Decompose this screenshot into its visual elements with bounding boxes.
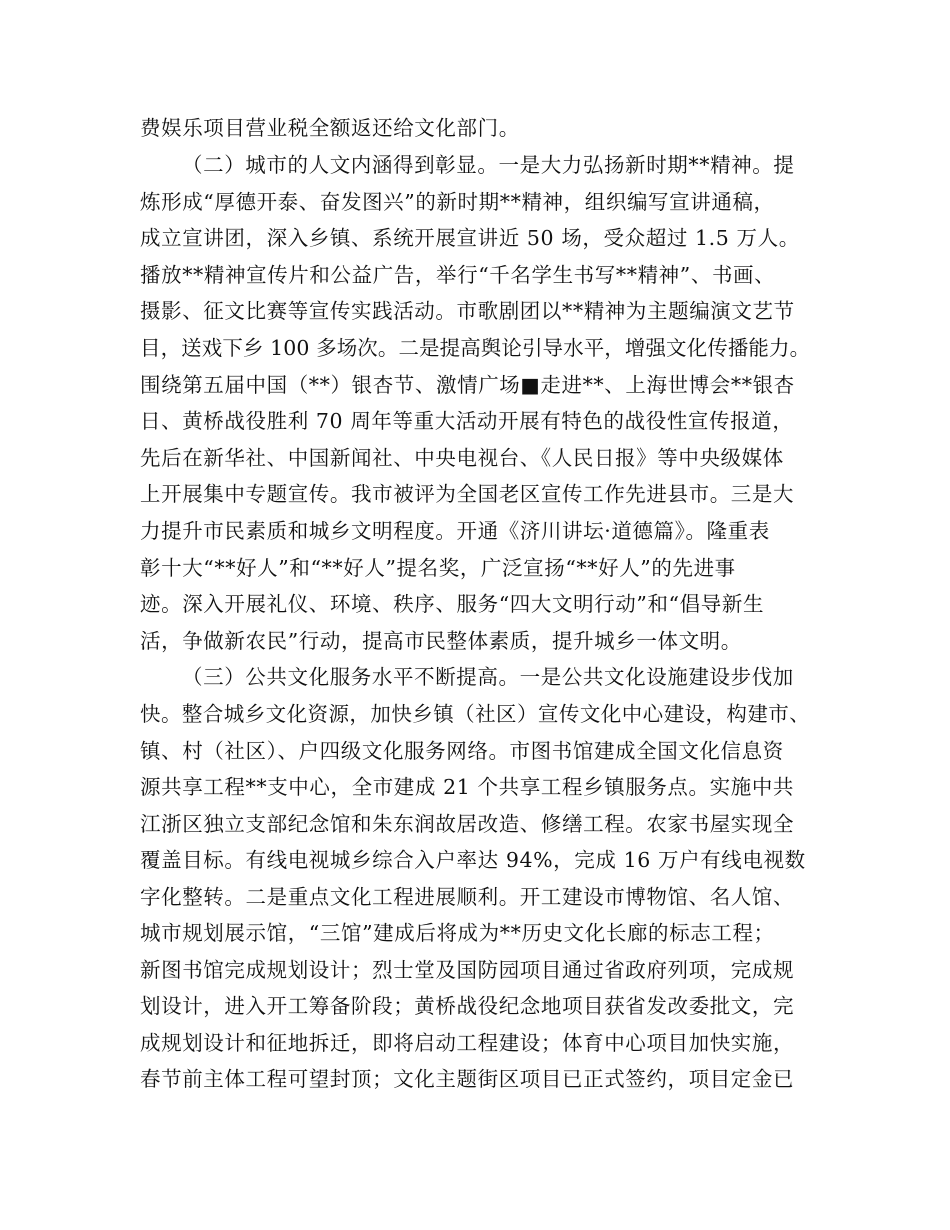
- text-line: 摄影、征文比赛等宣传实践活动。市歌剧团以**精神为主题编演文艺节: [140, 299, 795, 323]
- text-line: 炼形成“厚德开泰、奋发图兴”的新时期**精神，组织编写宣讲通稿，: [140, 190, 775, 214]
- text-line: （三）公共文化服务水平不断提高。一是公共文化设施建设步伐加: [182, 665, 794, 689]
- text-line: 力提升市民素质和城乡文明程度。开通《济川讲坛·道德篇》。隆重表: [140, 519, 770, 543]
- text-line: 镇、村（社区）、户四级文化服务网络。市图书馆建成全国文化信息资: [140, 739, 784, 763]
- text-line: 迹。深入开展礼仪、环境、秩序、服务“四大文明行动”和“倡导新生: [140, 592, 765, 616]
- text-line: 字化整转。二是重点文化工程进展顺利。开工建设市博物馆、名人馆、: [140, 885, 795, 909]
- text-line: 成规划设计和征地拆迁，即将启动工程建设；体育中心项目加快实施，: [140, 1031, 795, 1055]
- text-line: 活，争做新农民”行动，提高市民整体素质，提升城乡一体文明。: [140, 629, 742, 653]
- text-line: 成立宣讲团，深入乡镇、系统开展宣讲近 50 场，受众超过 1.5 万人。: [140, 226, 800, 250]
- text-line: 覆盖目标。有线电视城乡综合入户率达 94%，完成 16 万户有线电视数: [140, 848, 806, 872]
- text-line: 江浙区独立支部纪念馆和朱东润故居改造、修缮工程。农家书屋实现全: [140, 812, 795, 836]
- text-line: 先后在新华社、中国新闻社、中央电视台、《人民日报》等中央级媒体: [140, 446, 784, 470]
- text-line: 源共享工程**支中心，全市建成 21 个共享工程乡镇服务点。实施中共: [140, 775, 795, 799]
- text-line: 播放**精神宣传片和公益广告，举行“千名学生书写**精神”、书画、: [140, 263, 776, 287]
- text-line: 日、黄桥战役胜利 70 周年等重大活动开展有特色的战役性宣传报道，: [140, 409, 794, 433]
- text-line: 上开展集中专题宣传。我市被评为全国老区宣传工作先进县市。三是大: [140, 482, 795, 506]
- text-line: 目，送戏下乡 100 多场次。二是提高舆论引导水平，增强文化传播能力。: [140, 336, 811, 360]
- text-line: （二）城市的人文内涵得到彰显。一是大力弘扬新时期**精神。提: [182, 153, 795, 177]
- text-line: 围绕第五届中国（**）银杏节、激情广场■走进**、上海世博会**银杏: [140, 373, 795, 397]
- text-line: 城市规划展示馆，“三馆”建成后将成为**历史文化长廊的标志工程；: [140, 921, 775, 945]
- text-line: 新图书馆完成规划设计；烈士堂及国防园项目通过省政府列项，完成规: [140, 958, 795, 982]
- text-line: 彰十大“**好人”和“**好人”提名奖，广泛宣扬“**好人”的先进事: [140, 556, 736, 580]
- text-line: 春节前主体工程可望封顶；文化主题街区项目已正式签约，项目定金已: [140, 1067, 795, 1091]
- text-line: 快。整合城乡文化资源，加快乡镇（社区）宣传文化中心建设，构建市、: [140, 702, 811, 726]
- text-line: 划设计，进入开工筹备阶段；黄桥战役纪念地项目获省发改委批文，完: [140, 994, 795, 1018]
- text-line: 费娱乐项目营业税全额返还给文化部门。: [140, 116, 520, 140]
